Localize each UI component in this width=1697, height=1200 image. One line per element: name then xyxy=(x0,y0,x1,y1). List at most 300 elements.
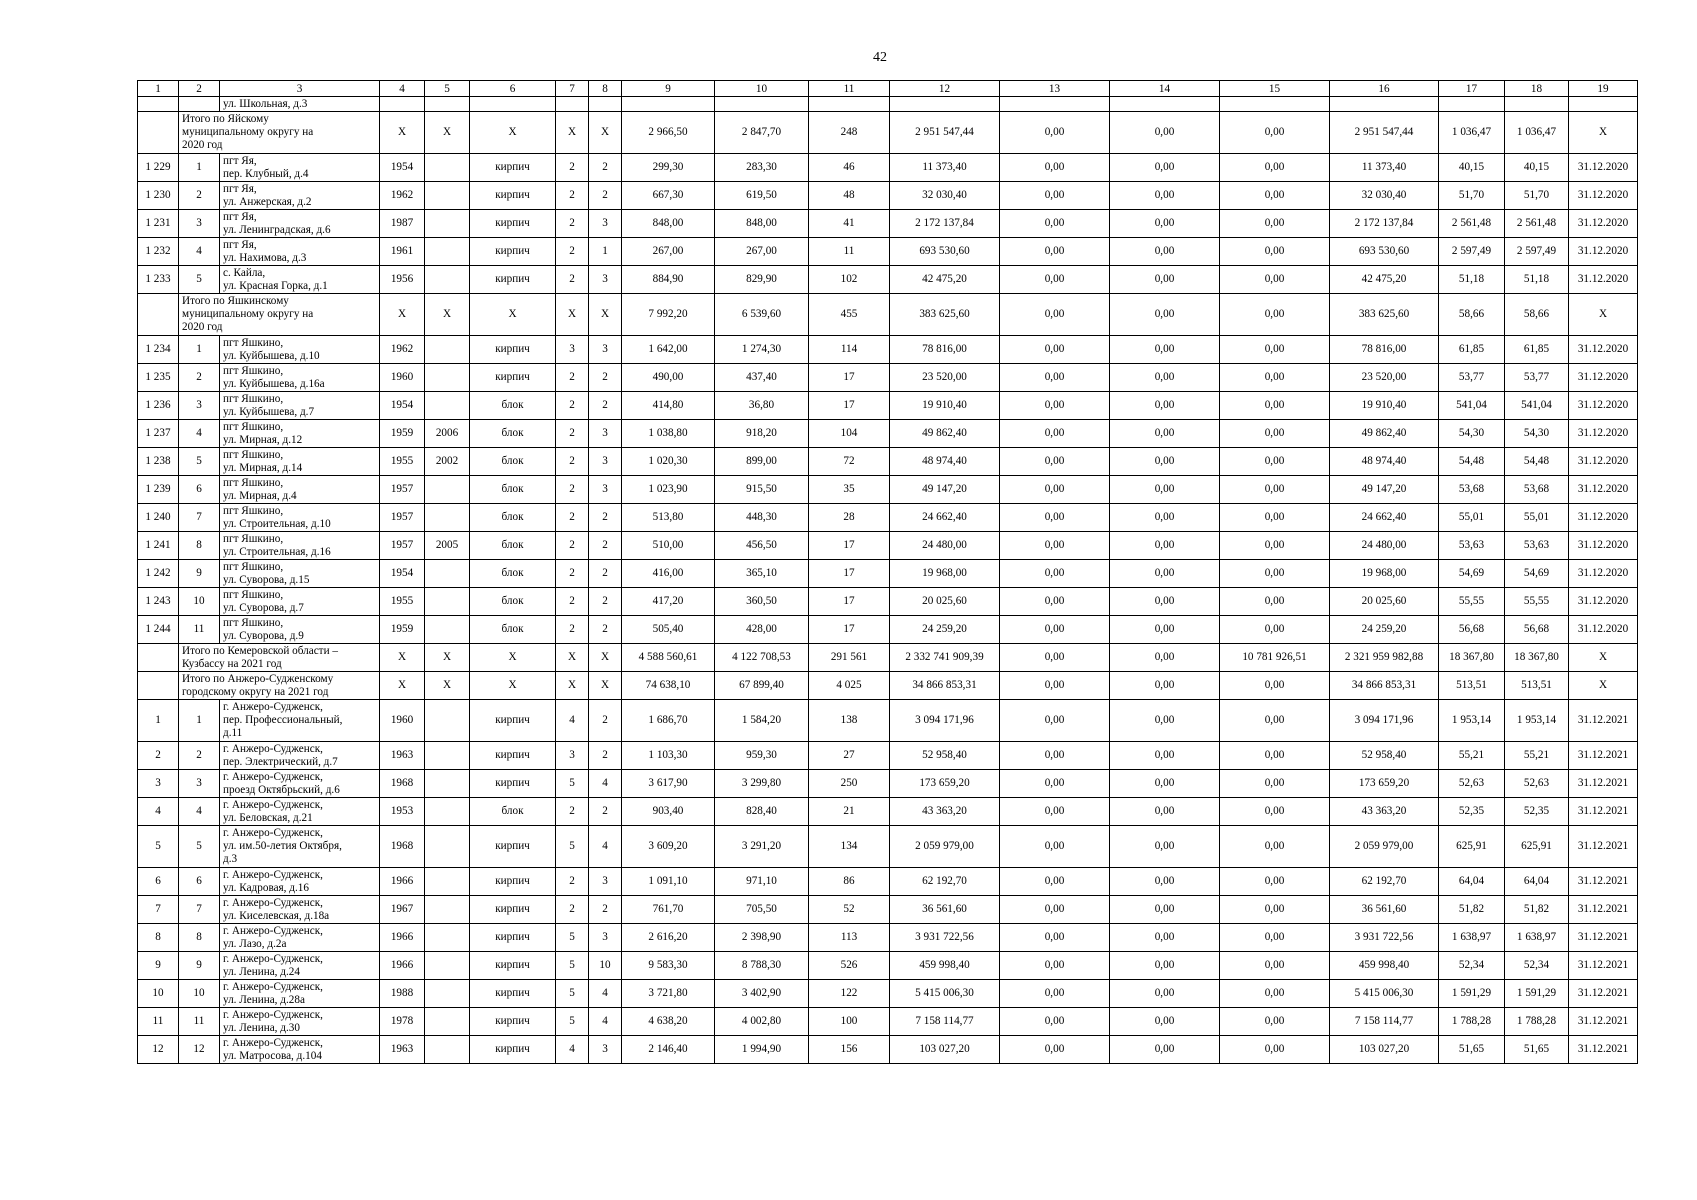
table-cell: блок xyxy=(470,532,556,560)
table-cell: 20 025,60 xyxy=(890,588,1000,616)
table-cell: 0,00 xyxy=(1000,770,1110,798)
table-cell: X xyxy=(1569,644,1638,672)
table-cell: 4 xyxy=(589,1008,622,1036)
table-cell xyxy=(425,238,470,266)
table-cell: 2 616,20 xyxy=(622,924,715,952)
table-cell: 0,00 xyxy=(1000,294,1110,336)
table-cell: X xyxy=(1569,294,1638,336)
table-cell: 0,00 xyxy=(1110,672,1220,700)
table-row xyxy=(138,476,1638,504)
table-cell: 42 475,20 xyxy=(890,266,1000,294)
table-cell: 52,63 xyxy=(1439,770,1505,798)
table-cell: 5 xyxy=(556,770,589,798)
subtotal-label: Итого по Яйскому муниципальному округу на 2020 год xyxy=(179,112,380,154)
table-cell: 0,00 xyxy=(1110,868,1220,896)
table-cell: 54,69 xyxy=(1505,560,1569,588)
table-cell: 1 239 xyxy=(138,476,179,504)
table-cell: 31.12.2020 xyxy=(1569,616,1638,644)
table-cell: 55,01 xyxy=(1505,504,1569,532)
table-cell: 4 xyxy=(589,980,622,1008)
table-cell: 0,00 xyxy=(1000,826,1110,868)
table-cell: 1 233 xyxy=(138,266,179,294)
table-cell: 156 xyxy=(809,1036,890,1064)
table-cell: 490,00 xyxy=(622,364,715,392)
table-cell: 5 xyxy=(138,826,179,868)
table-cell: 31.12.2021 xyxy=(1569,896,1638,924)
table-cell: 2 561,48 xyxy=(1439,210,1505,238)
table-cell: 1966 xyxy=(380,952,425,980)
table-cell: 0,00 xyxy=(1110,392,1220,420)
table-cell: 4 xyxy=(179,238,220,266)
table-cell: 53,68 xyxy=(1505,476,1569,504)
table-row xyxy=(138,826,1638,868)
table-cell: 2 xyxy=(556,266,589,294)
table-cell: 5 xyxy=(556,826,589,868)
address-cell: г. Анжеро-Судженск, ул. Кадровая, д.16 xyxy=(220,868,380,896)
table-cell: 0,00 xyxy=(1220,700,1330,742)
table-cell: 0,00 xyxy=(1110,420,1220,448)
address-cell: пгт Яшкино, ул. Мирная, д.14 xyxy=(220,448,380,476)
table-cell: 1988 xyxy=(380,980,425,1008)
table-cell: 49 862,40 xyxy=(890,420,1000,448)
table-cell: 2 xyxy=(589,700,622,742)
table-cell: 52,35 xyxy=(1439,798,1505,826)
table-cell: 24 662,40 xyxy=(890,504,1000,532)
table-cell: 4 002,80 xyxy=(715,1008,809,1036)
table-cell: 19 910,40 xyxy=(1330,392,1439,420)
table-cell: 31.12.2021 xyxy=(1569,980,1638,1008)
table-cell: 55,21 xyxy=(1439,742,1505,770)
table-cell: X xyxy=(470,112,556,154)
table-cell: X xyxy=(380,294,425,336)
table-cell: X xyxy=(589,112,622,154)
table-cell: 2002 xyxy=(425,448,470,476)
table-cell: 2 xyxy=(179,742,220,770)
table-cell: 5 xyxy=(179,448,220,476)
table-cell: 1954 xyxy=(380,392,425,420)
table-cell: 1 232 xyxy=(138,238,179,266)
table-cell: 2 xyxy=(556,476,589,504)
table-cell: X xyxy=(380,672,425,700)
table-cell: 3 xyxy=(589,266,622,294)
table-cell: 0,00 xyxy=(1110,700,1220,742)
table-cell: 24 662,40 xyxy=(1330,504,1439,532)
table-cell: 0,00 xyxy=(1220,154,1330,182)
table-cell xyxy=(425,336,470,364)
subtotal-label: Итого по Анжеро-Судженскому городскому округу на 2021 год xyxy=(179,672,380,700)
table-cell: 6 xyxy=(138,868,179,896)
table-cell: блок xyxy=(470,448,556,476)
table-cell xyxy=(425,1008,470,1036)
address-cell: пгт Яшкино, ул. Куйбышева, д.10 xyxy=(220,336,380,364)
table-cell: 1 238 xyxy=(138,448,179,476)
address-cell: пгт Яя, пер. Клубный, д.4 xyxy=(220,154,380,182)
table-cell: 49 147,20 xyxy=(1330,476,1439,504)
column-number: 7 xyxy=(556,81,589,97)
table-cell xyxy=(425,560,470,588)
table-cell: 31.12.2021 xyxy=(1569,826,1638,868)
table-cell: 0,00 xyxy=(1000,476,1110,504)
table-cell: 0,00 xyxy=(1220,672,1330,700)
table-cell: 11 xyxy=(809,238,890,266)
table-cell: 2 xyxy=(589,392,622,420)
address-cell: пгт Яшкино, ул. Куйбышева, д.16а xyxy=(220,364,380,392)
table-cell: 2 xyxy=(556,448,589,476)
table-cell: 1963 xyxy=(380,742,425,770)
table-cell: 4 xyxy=(179,798,220,826)
table-cell xyxy=(425,700,470,742)
table-cell: 86 xyxy=(809,868,890,896)
address-cell: пгт Яшкино, ул. Строительная, д.10 xyxy=(220,504,380,532)
table-cell: 0,00 xyxy=(1220,742,1330,770)
table-cell: 693 530,60 xyxy=(1330,238,1439,266)
table-cell: 1966 xyxy=(380,924,425,952)
table-cell: 0,00 xyxy=(1000,266,1110,294)
table-cell: 0,00 xyxy=(1220,420,1330,448)
column-number: 9 xyxy=(622,81,715,97)
table-cell: 0,00 xyxy=(1110,364,1220,392)
table-cell: 0,00 xyxy=(1000,504,1110,532)
housing-registry-table xyxy=(137,80,1638,1064)
table-cell: кирпич xyxy=(470,742,556,770)
table-cell: 1 788,28 xyxy=(1505,1008,1569,1036)
table-cell: 55,21 xyxy=(1505,742,1569,770)
table-cell: 113 xyxy=(809,924,890,952)
table-cell: X xyxy=(380,644,425,672)
table-cell: 2 xyxy=(556,154,589,182)
table-cell: 102 xyxy=(809,266,890,294)
table-cell: 0,00 xyxy=(1110,644,1220,672)
table-cell xyxy=(425,210,470,238)
table-cell: 12 xyxy=(179,1036,220,1064)
table-cell: 1955 xyxy=(380,448,425,476)
table-cell: 428,00 xyxy=(715,616,809,644)
table-cell: 28 xyxy=(809,504,890,532)
table-cell: 1 xyxy=(138,700,179,742)
table-cell: 899,00 xyxy=(715,448,809,476)
table-cell: 1 103,30 xyxy=(622,742,715,770)
subtotal-row xyxy=(138,644,1638,672)
table-cell: 2 xyxy=(556,238,589,266)
table-cell: 23 520,00 xyxy=(1330,364,1439,392)
table-cell: 31.12.2021 xyxy=(1569,700,1638,742)
table-cell: X xyxy=(556,294,589,336)
table-cell: 1962 xyxy=(380,182,425,210)
table-cell: 3 xyxy=(589,1036,622,1064)
table-cell: 17 xyxy=(809,532,890,560)
address-cell: с. Кайла, ул. Красная Горка, д.1 xyxy=(220,266,380,294)
table-cell: 0,00 xyxy=(1220,476,1330,504)
table-cell: 35 xyxy=(809,476,890,504)
table-cell: 4 xyxy=(589,770,622,798)
table-cell: 0,00 xyxy=(1220,770,1330,798)
table-cell: 17 xyxy=(809,560,890,588)
table-cell: 61,85 xyxy=(1439,336,1505,364)
table-cell: 1954 xyxy=(380,154,425,182)
table-cell: 0,00 xyxy=(1220,952,1330,980)
table-cell: 1 091,10 xyxy=(622,868,715,896)
table-cell: 49 862,40 xyxy=(1330,420,1439,448)
table-cell: 2 xyxy=(556,504,589,532)
table-cell: 0,00 xyxy=(1220,112,1330,154)
table-cell: 58,66 xyxy=(1439,294,1505,336)
table-cell: 0,00 xyxy=(1110,210,1220,238)
table-cell: 31.12.2021 xyxy=(1569,742,1638,770)
table-cell: 9 xyxy=(179,560,220,588)
table-cell: 2 xyxy=(589,798,622,826)
table-cell: 455 xyxy=(809,294,890,336)
table-cell: кирпич xyxy=(470,210,556,238)
table-cell: 0,00 xyxy=(1110,560,1220,588)
column-number: 8 xyxy=(589,81,622,97)
column-number: 16 xyxy=(1330,81,1439,97)
table-cell: кирпич xyxy=(470,700,556,742)
table-cell: 31.12.2020 xyxy=(1569,588,1638,616)
table-cell: 903,40 xyxy=(622,798,715,826)
table-row xyxy=(138,420,1638,448)
table-cell: 1 xyxy=(179,336,220,364)
table-cell: 31.12.2020 xyxy=(1569,560,1638,588)
address-cell: г. Анжеро-Судженск, ул. Матросова, д.104 xyxy=(220,1036,380,1064)
table-cell: 2 146,40 xyxy=(622,1036,715,1064)
table-cell: 104 xyxy=(809,420,890,448)
table-cell xyxy=(425,392,470,420)
table-cell: 27 xyxy=(809,742,890,770)
table-cell: 2 597,49 xyxy=(1505,238,1569,266)
table-cell: 0,00 xyxy=(1110,182,1220,210)
table-cell: X xyxy=(556,112,589,154)
table-cell: 0,00 xyxy=(1110,952,1220,980)
table-cell: 62 192,70 xyxy=(890,868,1000,896)
table-cell: 53,63 xyxy=(1505,532,1569,560)
table-cell: 1959 xyxy=(380,616,425,644)
table-cell xyxy=(425,742,470,770)
table-cell: 0,00 xyxy=(1000,112,1110,154)
address-cell: пгт Яшкино, ул. Мирная, д.4 xyxy=(220,476,380,504)
table-cell: 0,00 xyxy=(1110,504,1220,532)
table-cell: 829,90 xyxy=(715,266,809,294)
table-cell: 31.12.2020 xyxy=(1569,504,1638,532)
table-cell: 52,35 xyxy=(1505,798,1569,826)
table-cell xyxy=(425,770,470,798)
table-cell: 1955 xyxy=(380,588,425,616)
table-cell: 0,00 xyxy=(1000,1036,1110,1064)
table-cell: 2 xyxy=(556,182,589,210)
table-cell: 72 xyxy=(809,448,890,476)
table-cell: 250 xyxy=(809,770,890,798)
table-cell: 19 910,40 xyxy=(890,392,1000,420)
table-cell: 53,68 xyxy=(1439,476,1505,504)
table-cell: 34 866 853,31 xyxy=(890,672,1000,700)
table-cell: 0,00 xyxy=(1000,616,1110,644)
table-cell: 2 xyxy=(589,504,622,532)
table-cell: 0,00 xyxy=(1110,896,1220,924)
table-cell: 9 583,30 xyxy=(622,952,715,980)
table-cell: 0,00 xyxy=(1220,210,1330,238)
table-cell: X xyxy=(425,644,470,672)
table-cell: 134 xyxy=(809,826,890,868)
table-cell: 1968 xyxy=(380,826,425,868)
table-cell: 1 788,28 xyxy=(1439,1008,1505,1036)
table-cell: X xyxy=(589,644,622,672)
table-cell: 1 036,47 xyxy=(1505,112,1569,154)
table-cell: 2 xyxy=(556,560,589,588)
table-cell: 0,00 xyxy=(1220,980,1330,1008)
table-cell: 6 xyxy=(179,476,220,504)
table-cell: X xyxy=(470,644,556,672)
table-cell: 46 xyxy=(809,154,890,182)
table-cell: 459 998,40 xyxy=(890,952,1000,980)
table-cell: 915,50 xyxy=(715,476,809,504)
table-cell: 4 025 xyxy=(809,672,890,700)
table-cell: 4 xyxy=(179,420,220,448)
table-cell: 1960 xyxy=(380,700,425,742)
table-cell: 0,00 xyxy=(1220,560,1330,588)
table-cell: 31.12.2020 xyxy=(1569,448,1638,476)
table-cell: 51,65 xyxy=(1505,1036,1569,1064)
table-cell: 2 847,70 xyxy=(715,112,809,154)
table-cell: 2 xyxy=(138,742,179,770)
column-number: 19 xyxy=(1569,81,1638,97)
table-cell: 3 xyxy=(589,868,622,896)
table-row xyxy=(138,560,1638,588)
table-cell: X xyxy=(589,294,622,336)
table-cell xyxy=(425,588,470,616)
table-cell: 2 xyxy=(556,588,589,616)
table-cell xyxy=(425,924,470,952)
table-cell: блок xyxy=(470,420,556,448)
table-cell: 20 025,60 xyxy=(1330,588,1439,616)
table-cell: 1 953,14 xyxy=(1439,700,1505,742)
table-cell: 299,30 xyxy=(622,154,715,182)
address-cell: г. Анжеро-Судженск, ул. Ленина, д.28а xyxy=(220,980,380,1008)
table-cell: 17 xyxy=(809,392,890,420)
table-row xyxy=(138,980,1638,1008)
table-cell xyxy=(425,504,470,532)
table-cell: 32 030,40 xyxy=(1330,182,1439,210)
table-cell: 2 172 137,84 xyxy=(890,210,1000,238)
table-cell: 78 816,00 xyxy=(1330,336,1439,364)
table-row xyxy=(138,588,1638,616)
table-cell: блок xyxy=(470,476,556,504)
table-cell: 2 xyxy=(589,364,622,392)
table-cell: 7 xyxy=(179,896,220,924)
table-cell: 1 xyxy=(589,238,622,266)
column-number: 1 xyxy=(138,81,179,97)
table-cell: 0,00 xyxy=(1220,868,1330,896)
table-cell: 67 899,40 xyxy=(715,672,809,700)
table-cell: 10 xyxy=(138,980,179,1008)
table-row xyxy=(138,616,1638,644)
table-cell: 291 561 xyxy=(809,644,890,672)
table-cell xyxy=(425,868,470,896)
table-cell: 1966 xyxy=(380,868,425,896)
table-cell: 55,01 xyxy=(1439,504,1505,532)
table-cell: 505,40 xyxy=(622,616,715,644)
table-cell: 7 158 114,77 xyxy=(890,1008,1000,1036)
address-cell: пгт Яя, ул. Анжерская, д.2 xyxy=(220,182,380,210)
table-cell: 2 398,90 xyxy=(715,924,809,952)
table-cell xyxy=(425,616,470,644)
table-cell xyxy=(425,154,470,182)
table-cell: кирпич xyxy=(470,336,556,364)
address-cell: г. Анжеро-Судженск, ул. им.50-летия Октября, д.3 xyxy=(220,826,380,868)
table-cell: 3 xyxy=(138,770,179,798)
table-cell: 9 xyxy=(179,952,220,980)
table-cell: 0,00 xyxy=(1220,336,1330,364)
table-cell: 5 xyxy=(556,924,589,952)
table-cell: кирпич xyxy=(470,826,556,868)
table-cell: 619,50 xyxy=(715,182,809,210)
table-cell: X xyxy=(425,112,470,154)
table-cell: 1 953,14 xyxy=(1505,700,1569,742)
table-row xyxy=(138,504,1638,532)
table-cell: 42 475,20 xyxy=(1330,266,1439,294)
table-cell: 0,00 xyxy=(1000,448,1110,476)
table-cell: блок xyxy=(470,798,556,826)
table-cell: 1968 xyxy=(380,770,425,798)
table-cell: 416,00 xyxy=(622,560,715,588)
table-cell: 4 xyxy=(556,700,589,742)
table-cell: 52,34 xyxy=(1505,952,1569,980)
table-cell: 0,00 xyxy=(1000,742,1110,770)
table-cell: 3 931 722,56 xyxy=(1330,924,1439,952)
table-cell: 2 332 741 909,39 xyxy=(890,644,1000,672)
table-row xyxy=(138,448,1638,476)
table-cell: 31.12.2020 xyxy=(1569,532,1638,560)
table-cell: 31.12.2020 xyxy=(1569,420,1638,448)
table-cell: 1 236 xyxy=(138,392,179,420)
table-cell xyxy=(425,182,470,210)
table-cell: 3 xyxy=(589,210,622,238)
table-cell: 0,00 xyxy=(1220,182,1330,210)
table-cell: кирпич xyxy=(470,1036,556,1064)
table-cell: 414,80 xyxy=(622,392,715,420)
table-cell: 3 xyxy=(179,210,220,238)
table-cell: 4 xyxy=(589,826,622,868)
continued-row-tail xyxy=(138,97,1638,112)
address-cell: пгт Яшкино, ул. Мирная, д.12 xyxy=(220,420,380,448)
table-cell: 0,00 xyxy=(1000,364,1110,392)
table-cell: 74 638,10 xyxy=(622,672,715,700)
table-cell: 2 951 547,44 xyxy=(890,112,1000,154)
table-cell: 0,00 xyxy=(1000,154,1110,182)
table-cell: кирпич xyxy=(470,238,556,266)
table-cell: 1962 xyxy=(380,336,425,364)
address-cell: пгт Яшкино, ул. Суворова, д.9 xyxy=(220,616,380,644)
table-cell: 2 059 979,00 xyxy=(890,826,1000,868)
table-cell: 51,70 xyxy=(1505,182,1569,210)
table-cell: 4 122 708,53 xyxy=(715,644,809,672)
table-row xyxy=(138,1008,1638,1036)
table-cell: 456,50 xyxy=(715,532,809,560)
table-cell: 5 xyxy=(179,266,220,294)
table-cell: 1956 xyxy=(380,266,425,294)
table-cell: 10 xyxy=(179,980,220,1008)
table-cell: 0,00 xyxy=(1110,238,1220,266)
table-cell: 3 xyxy=(179,770,220,798)
table-cell xyxy=(425,364,470,392)
subtotal-row xyxy=(138,294,1638,336)
table-cell: 3 609,20 xyxy=(622,826,715,868)
table-cell: 1 xyxy=(179,700,220,742)
table-cell: 0,00 xyxy=(1000,238,1110,266)
table-cell xyxy=(425,798,470,826)
table-cell: 283,30 xyxy=(715,154,809,182)
address-cell: г. Анжеро-Судженск, проезд Октябрьский, д.6 xyxy=(220,770,380,798)
table-cell: 0,00 xyxy=(1000,560,1110,588)
table-cell: X xyxy=(556,644,589,672)
